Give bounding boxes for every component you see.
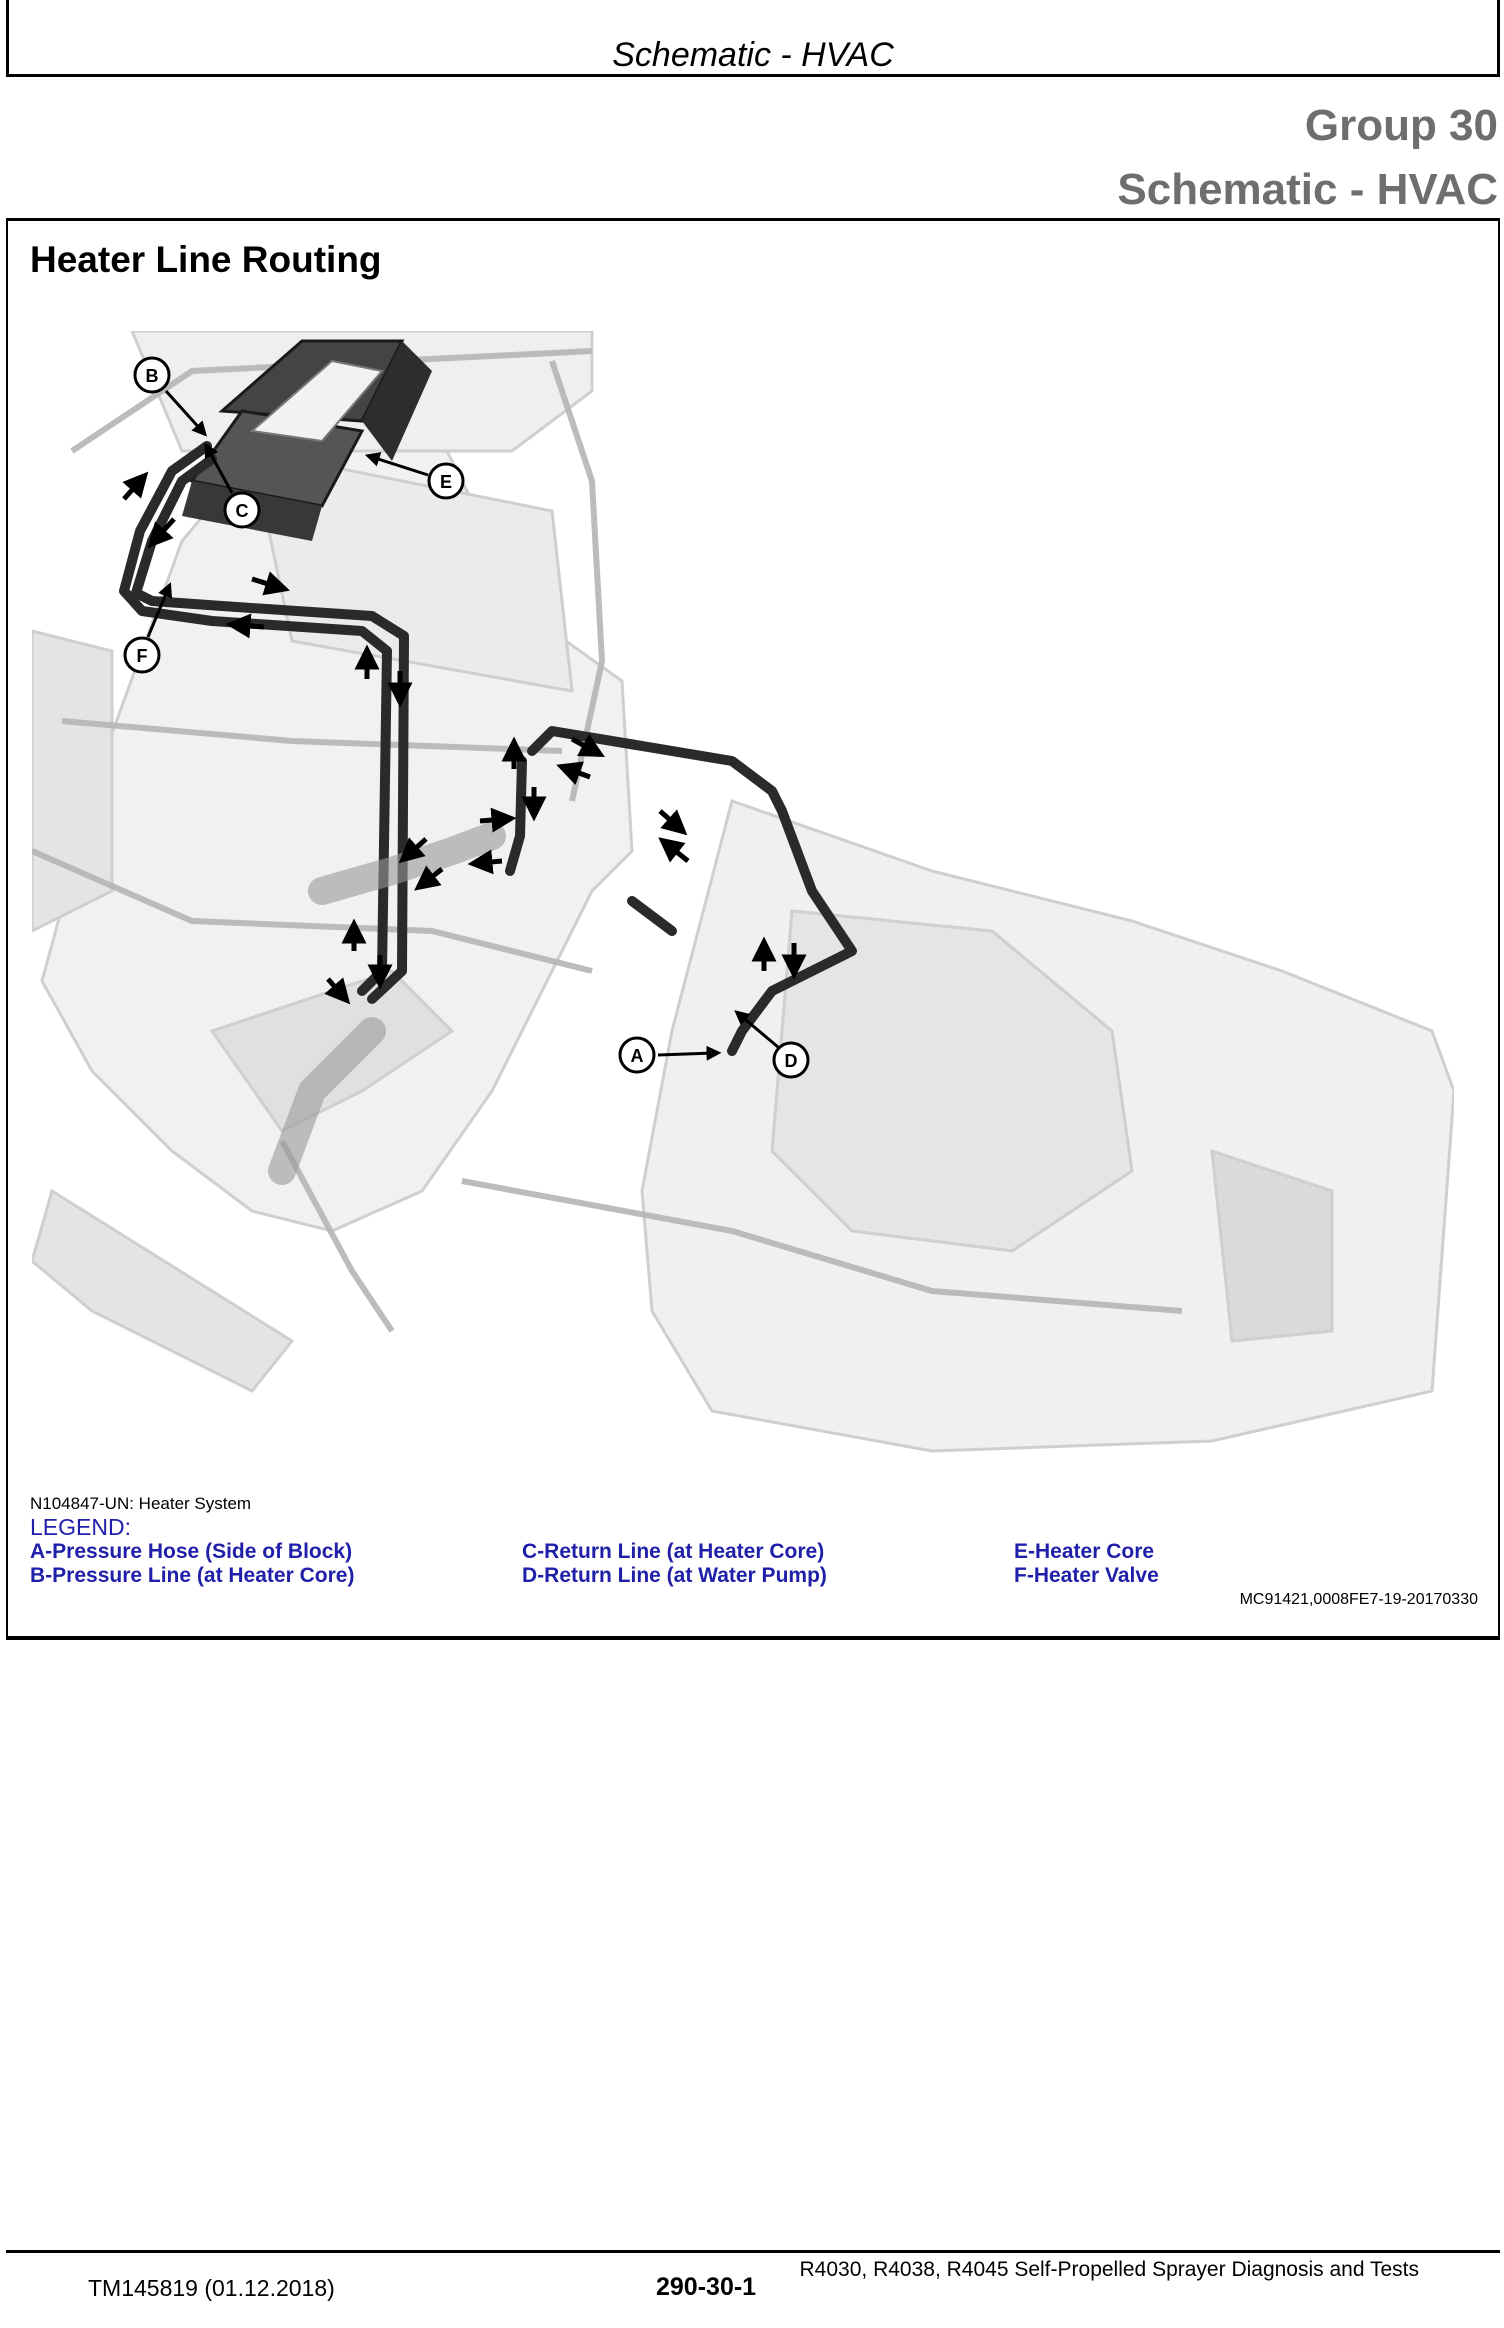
svg-text:E: E [439,472,453,492]
group-title: Schematic - HVAC [1117,165,1498,214]
footer-title: R4030, R4038, R4045 Self-Propelled Sprayer Diagnosis and Tests [799,2258,1419,2281]
figure-id: N104847-UN: Heater System [30,1494,252,1513]
svg-text:D: D [784,1051,798,1071]
footer-rule [6,2250,1500,2253]
running-header-text: Schematic - HVAC [612,36,894,74]
footer-doc-id: TM145819 (01.12.2018) [88,2275,335,2301]
group-heading [1117,94,1498,222]
svg-text:F: F [136,646,148,666]
svg-text:C: C [235,501,249,521]
legend-item-f: F-Heater Valve [1014,1564,1159,1587]
reference-code: MC91421,0008FE7-19-20170330 [1239,1591,1478,1608]
legend-item-a: A-Pressure Hose (Side of Block) [30,1540,353,1563]
legend-item-b: B-Pressure Line (at Heater Core) [30,1564,355,1587]
svg-text:B: B [145,366,159,386]
legend-item-d: D-Return Line (at Water Pump) [522,1564,827,1587]
footer-page-number: 290-30-1 [656,2273,757,2301]
group-number: Group 30 [1304,101,1498,150]
legend-label: LEGEND: [30,1514,131,1540]
heater-system-drawing [32,331,1454,1479]
section-heater-line-routing [6,218,1500,1640]
section-title: Heater Line Routing [30,239,382,280]
running-header [6,0,1500,77]
heater-system-illustration [32,331,1454,1479]
legend-item-e: E-Heater Core [1014,1540,1155,1563]
svg-text:A: A [630,1046,644,1066]
legend-item-c: C-Return Line (at Heater Core) [522,1540,825,1563]
